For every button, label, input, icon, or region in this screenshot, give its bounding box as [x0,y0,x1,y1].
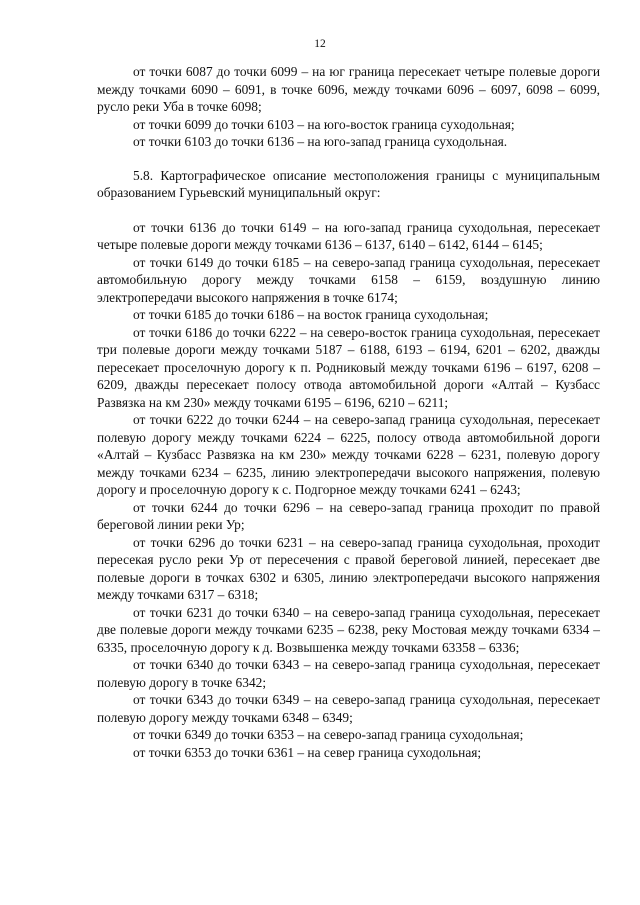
boundary-paragraph: от точки 6149 до точки 6185 – на северо-запад граница суходольная, пересекает автомобильную дорогу между точками 6158 – 6159, воздушную линию электропередачи высокого напряжения в точке 6174; [97,254,600,305]
boundary-paragraph: от точки 6244 до точки 6296 – на северо-запад граница проходит по правой береговой линии реки Ур; [97,499,600,532]
boundary-paragraph: от точки 6186 до точки 6222 – на северо-восток граница суходольная, пересекает три полевые дороги между точками 5187 – 6188, 6193 – 6194, 6201 – 6202, дважды пересекает проселочную дорогу к п. Родниковый между точками 6196 – 6197, 6208 – 6209, дважды пересекает полосу отвода автомобильной дороги «Алтай – Кузбасс Развязка на км 230» между точками 6195 – 6196, 6210 – 6211; [97,324,600,410]
boundary-paragraph: от точки 6103 до точки 6136 – на юго-запад граница суходольная. [133,134,508,149]
boundary-paragraph: от точки 6343 до точки 6349 – на северо-запад граница суходольная, пересекает полевую дорогу между точками 6348 – 6349; [97,692,600,725]
section-heading: 5.8. Картографическое описание местоположения границы с муниципальным образованием Гурьевский муниципальный округ: [97,167,600,200]
boundary-paragraph: от точки 6099 до точки 6103 – на юго-восток граница суходольная; [133,116,515,132]
boundary-paragraph: от точки 6340 до точки 6343 – на северо-запад граница суходольная, пересекает полевую дорогу в точке 6342; [97,657,600,690]
boundary-paragraph: от точки 6231 до точки 6340 – на северо-запад граница суходольная, пересекает две полевые дороги между точками 6235 – 6238, реку Мостовая между точками 6334 – 6335, проселочную дорогу к д. Возвышенка между точками 63358 – 6336; [97,604,600,655]
boundary-paragraph: от точки 6087 до точки 6099 – на юг граница пересекает четыре полевые дороги между точками 6090 – 6091, в точке 6096, между точками 6096 – 6097, 6098 – 6099, русло реки Уба в точке 6098; [97,64,600,114]
document-body [97,63,600,761]
boundary-paragraph: от точки 6353 до точки 6361 – на север граница суходольная; [133,744,482,760]
boundary-paragraph: от точки 6222 до точки 6244 – на северо-запад граница суходольная, пересекает полевую дорогу между точками 6224 – 6225, полосу отвода автомобильной дороги «Алтай – Кузбасс Развязка на км 230» между точками 6228 – 6231, полевую дорогу между точками 6234 – 6235, линию электропередачи высокого напряжения, полевую дорогу и проселочную дорогу к с. Подгорное между точками 6241 – 6243; [97,412,600,497]
boundary-paragraph: от точки 6296 до точки 6231 – на северо-запад граница суходольная, проходит пересекая русло реки Ур от пересечения с правой береговой линией, пересекает две полевые дороги в точках 6302 и 6305, линию электропередачи высокого напряжения между точками 6317 – 6318; [97,534,600,602]
boundary-list [97,219,600,762]
boundary-paragraph: от точки 6136 до точки 6149 – на юго-запад граница суходольная, пересекает четыре полевые дороги между точками 6136 – 6137, 6140 – 6142, 6144 – 6145; [97,219,600,252]
page-number: 12 [314,38,326,50]
boundary-paragraph: от точки 6185 до точки 6186 – на восток граница суходольная; [133,307,489,322]
boundary-paragraph: от точки 6349 до точки 6353 – на северо-запад граница суходольная; [133,727,524,742]
